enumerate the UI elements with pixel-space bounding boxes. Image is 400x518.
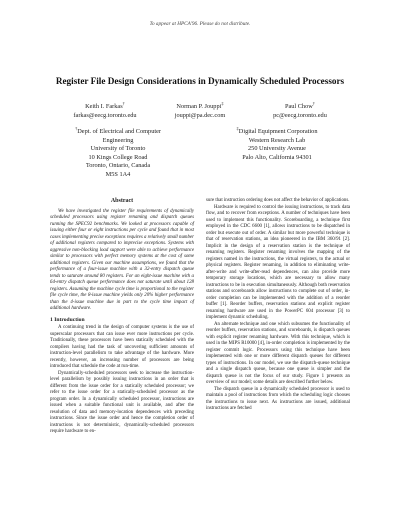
abstract-heading: Abstract	[110, 198, 134, 204]
affiliation-line: Western Research Lab	[248, 136, 306, 144]
right-column	[206, 198, 350, 413]
affiliation-mark: ‡	[236, 126, 239, 131]
affiliation-line: Digital Equipment Corporation	[238, 128, 318, 136]
affiliation-line: Toronto, Ontario, Canada	[85, 162, 151, 170]
body-paragraph: Hardware is required to control the issuing instructions, to track data flow, and to recover from exceptions. A number of techniques have been used to implement this functionality. Scoreboarding, a technique first employed in the CDC 6600 [1], allows instructions to be dispatched in order but execute out of order. A similar but more powerful technique is that of reservation stations, an idea pioneered in the IBM 360/91 [2]. Implicit in the design of a reservation station is the technique of renaming registers. Register renaming involves the mapping of the registers named in the instructions, the virtual registers, to the actual or physical registers. Register renaming, in addition to eliminating write-after-write and write-after-read dependences, can also provide more temporary storage locations, which are necessary to allow many instructions to be in execution simultaneously. Although both reservation stations and scoreboards allow instructions to complete out of order, in-order completion can be implemented with the addition of a reorder buffer [1]. Reorder buffers, reservation stations and explicit register renaming hardware are used in the PowerPC 604 processor [3] to implement dynamic scheduling.	[206, 204, 350, 320]
author-name: Paul Chow	[284, 103, 313, 111]
author-email: jouppi@pa.dec.com	[174, 112, 226, 120]
body-paragraph: A continuing trend in the design of computer systems is the use of superscalar processors that can issue ever more instructions per cycle. Traditionally, these processors have been statically scheduled with the compilers having had the task of uncovering sufficient amounts of instruction-level parallelism to take advantage of the hardware. More recently, however, an increasing number of processors are being introduced that schedule the code at run-time.	[50, 325, 194, 369]
author-chow	[252, 99, 348, 120]
body-paragraph: sure that instruction ordering does not affect the behavior of applications.	[206, 198, 350, 203]
affiliation-line: 10 Kings College Road	[88, 153, 148, 161]
author-name: Norman P. Jouppi	[176, 103, 222, 111]
affiliation-line: University of Toronto	[90, 145, 146, 153]
affiliation-mark: †	[122, 101, 125, 106]
affiliation-line: 250 University Avenue	[248, 145, 306, 153]
distribution-notice: To appear at HPCA'96. Please do not distribute.	[149, 21, 251, 27]
paper-title: Register File Design Considerations in Dynamically Scheduled Processors	[55, 76, 345, 86]
affiliation-line: M5S 1A4	[105, 171, 131, 179]
author-name: Keith I. Farkas	[85, 103, 123, 111]
affiliation-mark: ‡	[221, 101, 224, 106]
abstract-text: We have investigated the register file requirements of dynamically scheduled processors using register renaming and dispatch queues running the SPEC92 benchmarks. We looked at processors capable of issuing either four or eight instructions per cycle and found that in most cases implementing precise exceptions requires a relatively small number of additional registers compared to imprecise exceptions. Systems with aggressive non-blocking load support were able to achieve performance similar to processors with perfect memory systems at the cost of some additional registers. Given our machine assumptions, we found that the performance of a four-issue machine with a 32-entry dispatch queue tends to saturate around 80 registers. For an eight-issue machine with a 64-entry dispatch queue performance does not saturate until about 128 registers. Assuming the machine cycle time is proportional to the register file cycle time, the 8-issue machine yields only 20% higher performance than the 4-issue machine due in part to the cycle time impact of additional hardware.	[50, 208, 194, 311]
affiliation-mark: †	[312, 101, 316, 106]
affiliation-dec	[212, 125, 342, 162]
affiliation-line: Palo Alto, California 94301	[242, 153, 312, 161]
author-farkas	[55, 99, 155, 120]
author-email: farkas@eecg.toronto.edu	[73, 112, 137, 120]
body-paragraph: An alternate technique and one which subsumes the functionality of reorder buffers, reservation stations, and scoreboards, is dispatch queues with explicit register renaming hardware. With this technique, which is used in the MIPS R10000 [4], in-order completion is implemented by the register commit logic. Processors using this technique have been implemented with one or more different dispatch queues for different types of instructions. In our model, we use the dispatch-queue technique and a single dispatch queue, because one queue is simpler and the dispatch queue is not the focus of our study. Figure 1 presents an overview of our model; some details are described further below.	[206, 321, 350, 385]
body-paragraph: Dynamically-scheduled processors seek to increase the instruction-level parallelism by possibly issuing instructions in an order that is different from the issue order for a statically scheduled processor; we refer to the issue order for a statically-scheduled processor as the program order. In a dynamically scheduled processor, instructions are issued when a suitable functional unit is available, and after the resolution of data and memory-location dependences with preceding instructions. Since the issue order and hence the completion order of instructions is not deterministic, dynamically-scheduled processors require hardware to en-	[50, 370, 194, 434]
author-jouppi	[155, 99, 245, 120]
author-email: pc@eecg.toronto.edu	[273, 112, 327, 120]
body-paragraph: The dispatch queue in a dynamically scheduled processor is used to maintain a pool of instructions from which the scheduling logic chooses the instructions to issue next. As instructions are issued, additional instructions are fetched	[206, 386, 350, 411]
affiliation-toronto	[58, 125, 178, 180]
affiliation-line: Dept. of Electrical and Computer	[77, 128, 161, 136]
left-column	[50, 198, 194, 436]
section-heading-introduction: 1 Introduction	[50, 316, 85, 323]
affiliation-mark: †	[74, 126, 78, 131]
affiliation-line: Engineering	[102, 136, 134, 144]
